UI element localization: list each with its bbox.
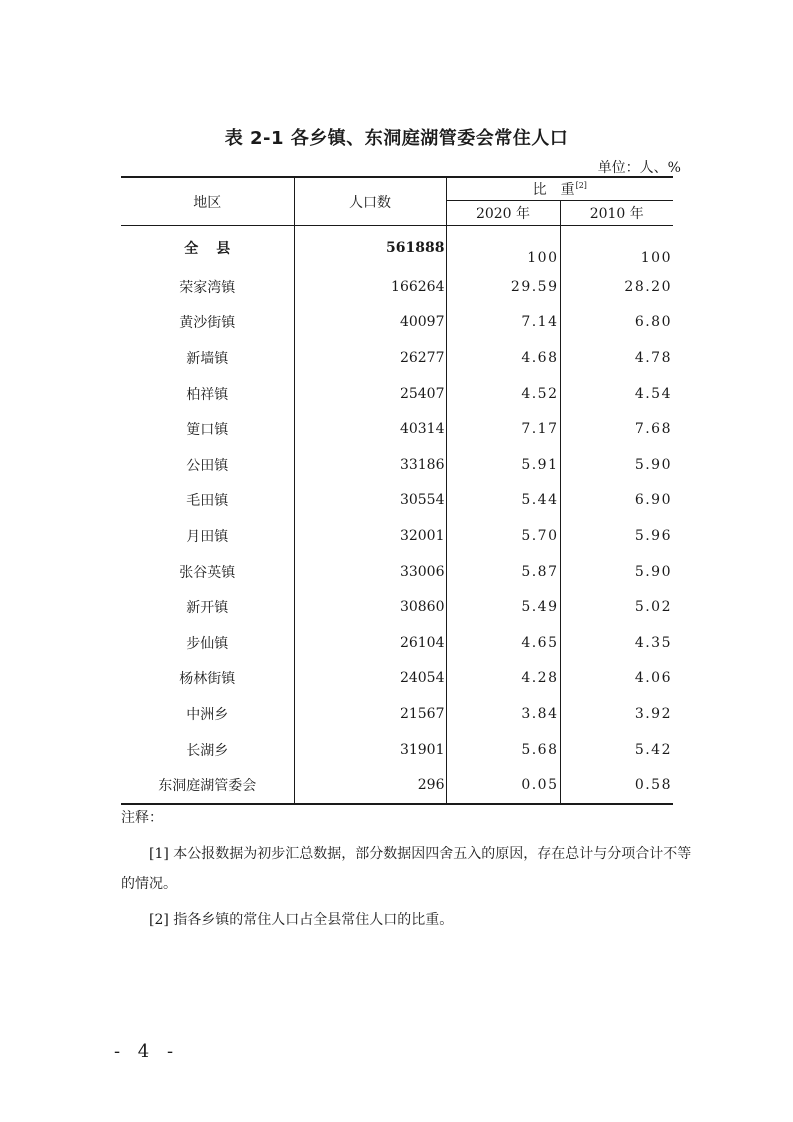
population-cell: 21567 [294,696,446,732]
population-cell: 561888 [294,226,446,270]
unit-label: 单位：人、% [597,160,681,176]
population-cell: 33186 [294,447,446,483]
share-2010-cell: 5.02 [634,599,672,616]
share-2020-cell: 4.28 [446,661,560,697]
population-cell: 26277 [294,340,446,376]
region-cell: 步仙镇 [121,625,294,661]
population-cell: 26104 [294,625,446,661]
population-cell: 40097 [294,305,446,341]
population-cell: 25407 [294,376,446,412]
table-row [121,483,673,519]
share-2010-cell: 100 [640,250,672,266]
region-cell: 新开镇 [121,589,294,625]
region-cell: 毛田镇 [121,483,294,519]
share-2020-cell: 100 [446,226,560,270]
population-cell: 32001 [294,518,446,554]
population-cell: 166264 [294,269,446,305]
table-row [121,226,673,270]
population-table [121,176,673,805]
share-2010-cell: 6.90 [634,492,672,509]
share-2020-cell: 5.87 [446,554,560,590]
share-2020-cell: 29.59 [446,269,560,305]
table-row [121,411,673,447]
region-cell: 长湖乡 [121,732,294,768]
table-row [121,589,673,625]
share-2010-cell: 3.92 [634,705,672,722]
share-2010-cell: 5.90 [634,563,672,580]
share-2020-cell: 0.05 [446,767,560,804]
share-2010-cell: 5.96 [634,527,672,544]
population-cell: 40314 [294,411,446,447]
table-row [121,340,673,376]
share-2010-cell: 7.68 [634,421,672,438]
table-body [121,226,673,804]
table-row [121,554,673,590]
header-population: 人口数 [294,177,446,226]
header-share [446,177,673,201]
table-row [121,696,673,732]
table-title: 表 2-1 各乡镇、东洞庭湖管委会常住人口 [224,128,569,149]
share-2010-cell: 4.35 [634,634,672,651]
region-cell: 新墙镇 [121,340,294,376]
notes-section [121,803,693,935]
notes-label: 注释： [121,810,163,826]
population-cell: 30554 [294,483,446,519]
region-cell: 全县 [121,226,294,270]
share-2010-cell: 4.54 [634,385,672,402]
table-row [121,269,673,305]
population-cell: 296 [294,767,446,804]
share-2010-cell: 0.58 [560,767,673,804]
population-cell: 30860 [294,589,446,625]
region-cell: 公田镇 [121,447,294,483]
footnote-ref-2: [2] [575,181,587,190]
table-row [121,447,673,483]
share-2020-cell: 5.70 [446,518,560,554]
region-cell: 月田镇 [121,518,294,554]
region-cell: 柏祥镇 [121,376,294,412]
share-2010-cell: 4.78 [634,349,672,366]
table-row [121,376,673,412]
note-2: [2] 指各乡镇的常住人口占全县常住人口的比重。 [149,912,454,928]
page-number: - 4 - [114,1041,180,1062]
share-2020-cell: 5.91 [446,447,560,483]
header-year-2020: 2020 年 [446,201,560,226]
share-2020-cell: 4.68 [446,340,560,376]
share-2010-cell: 5.90 [634,456,672,473]
table-row [121,305,673,341]
header-share-label: 比 重 [532,182,575,198]
table-row [121,661,673,697]
region-cell: 荣家湾镇 [121,269,294,305]
population-cell: 33006 [294,554,446,590]
share-2020-cell: 5.44 [446,483,560,519]
share-2020-cell: 4.65 [446,625,560,661]
share-2010-cell: 4.06 [634,670,672,687]
share-2010-cell: 6.80 [634,314,672,331]
region-cell: 张谷英镇 [121,554,294,590]
share-2020-cell: 3.84 [446,696,560,732]
region-cell: 筻口镇 [121,411,294,447]
region-cell: 东洞庭湖管委会 [121,767,294,804]
population-cell: 31901 [294,732,446,768]
table-row [121,732,673,768]
share-2020-cell: 7.17 [446,411,560,447]
region-cell: 中洲乡 [121,696,294,732]
table-header [121,177,673,226]
header-region: 地区 [121,177,294,226]
table-row [121,518,673,554]
share-2010-cell: 5.42 [634,741,672,758]
share-2020-cell: 5.68 [446,732,560,768]
region-cell: 黄沙街镇 [121,305,294,341]
share-2010-cell: 28.20 [624,278,672,295]
share-2020-cell: 7.14 [446,305,560,341]
region-cell: 杨林街镇 [121,661,294,697]
table-row [121,767,673,804]
population-cell: 24054 [294,661,446,697]
header-year-2010: 2010 年 [560,201,673,226]
share-2020-cell: 5.49 [446,589,560,625]
table-row [121,625,673,661]
note-1: [1] 本公报数据为初步汇总数据，部分数据因四舍五入的原因，存在总计与分项合计不等的情况。 [121,846,692,892]
share-2020-cell: 4.52 [446,376,560,412]
